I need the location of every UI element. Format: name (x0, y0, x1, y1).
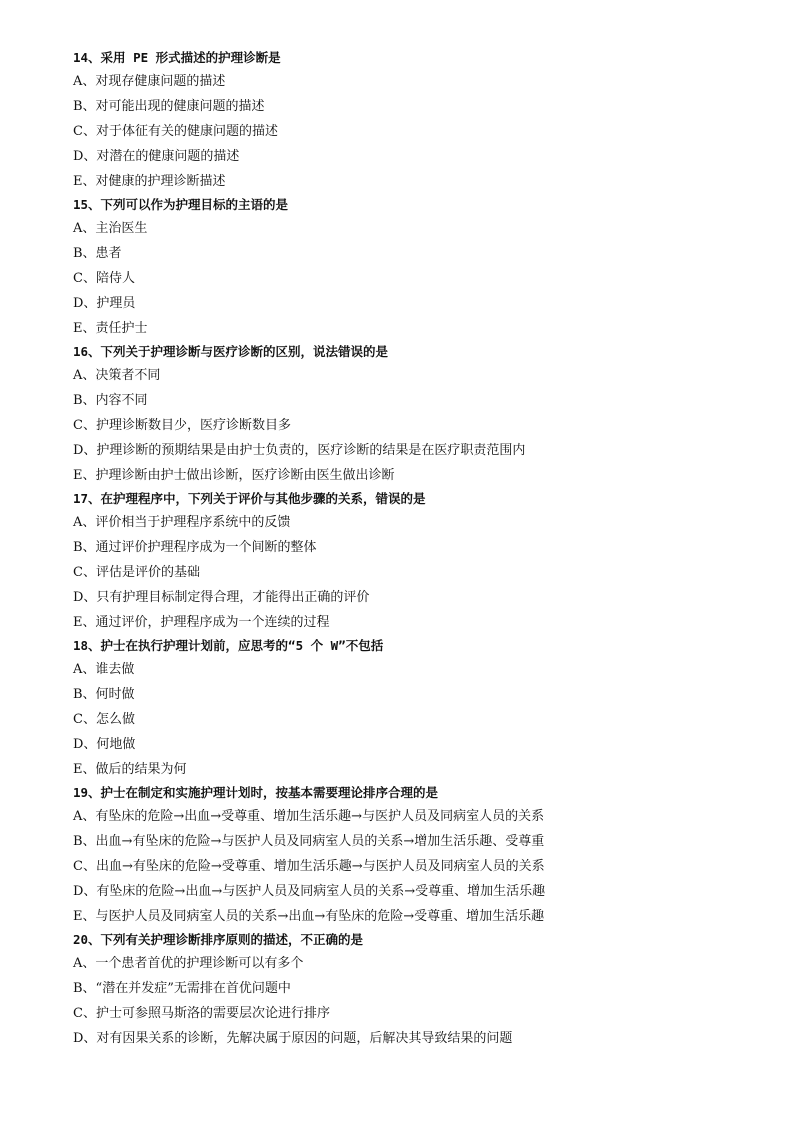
question-option: C、怎么做 (73, 712, 135, 727)
question-option: C、出血→有坠床的危险→受尊重、增加生活乐趣→与医护人员及同病室人员的关系 (73, 859, 545, 874)
question-option: E、护理诊断由护士做出诊断，医疗诊断由医生做出诊断 (73, 468, 395, 483)
question-option: E、责任护士 (73, 321, 148, 336)
question-option: D、护理诊断的预期结果是由护士负责的，医疗诊断的结果是在医疗职责范围内 (73, 443, 526, 458)
question-option: A、有坠床的危险→出血→受尊重、增加生活乐趣→与医护人员及同病室人员的关系 (73, 809, 545, 824)
question-option: C、陪侍人 (73, 271, 135, 286)
question-option: A、评价相当于护理程序系统中的反馈 (73, 515, 291, 530)
question-option: E、对健康的护理诊断描述 (73, 174, 226, 189)
question-option: A、对现存健康问题的描述 (73, 74, 226, 89)
question-option: E、与医护人员及同病室人员的关系→出血→有坠床的危险→受尊重、增加生活乐趣 (73, 909, 545, 924)
question-option: B、内容不同 (73, 393, 148, 408)
question-title: 15、下列可以作为护理目标的主语的是 (73, 197, 289, 212)
question-option: B、何时做 (73, 687, 135, 702)
question-option: E、通过评价，护理程序成为一个连续的过程 (73, 615, 330, 630)
question-option: E、做后的结果为何 (73, 762, 187, 777)
question-option: A、谁去做 (73, 662, 135, 677)
question-option: B、患者 (73, 246, 122, 261)
question-option: B、对可能出现的健康问题的描述 (73, 99, 265, 114)
question-option: D、对潜在的健康问题的描述 (73, 149, 240, 164)
question-option: B、“潜在并发症”无需排在首优问题中 (73, 981, 291, 996)
question-option: C、护士可参照马斯洛的需要层次论进行排序 (73, 1006, 330, 1021)
question-option: C、评估是评价的基础 (73, 565, 200, 580)
question-option: D、只有护理目标制定得合理，才能得出正确的评价 (73, 590, 370, 605)
question-option: A、决策者不同 (73, 368, 161, 383)
question-option: D、护理员 (73, 296, 136, 311)
question-title: 16、下列关于护理诊断与医疗诊断的区别，说法错误的是 (73, 344, 389, 359)
question-option: C、护理诊断数目少，医疗诊断数目多 (73, 418, 291, 433)
question-title: 20、下列有关护理诊断排序原则的描述，不正确的是 (73, 932, 364, 947)
question-title: 17、在护理程序中，下列关于评价与其他步骤的关系，错误的是 (73, 491, 426, 506)
question-option: B、通过评价护理程序成为一个间断的整体 (73, 540, 317, 555)
question-option: D、有坠床的危险→出血→与医护人员及同病室人员的关系→受尊重、增加生活乐趣 (73, 884, 546, 899)
question-title: 18、护士在执行护理计划前，应思考的“5 个 W”不包括 (73, 638, 384, 653)
document-body (73, 47, 773, 1051)
question-title: 14、采用 PE 形式描述的护理诊断是 (73, 50, 281, 65)
question-option: A、主治医生 (73, 221, 148, 236)
question-option: A、一个患者首优的护理诊断可以有多个 (73, 956, 304, 971)
question-option: B、出血→有坠床的危险→与医护人员及同病室人员的关系→增加生活乐趣、受尊重 (73, 834, 545, 849)
question-option: C、对于体征有关的健康问题的描述 (73, 124, 278, 139)
question-title: 19、护士在制定和实施护理计划时，按基本需要理论排序合理的是 (73, 785, 439, 800)
question-option: D、何地做 (73, 737, 136, 752)
question-option: D、对有因果关系的诊断，先解决属于原因的问题，后解决其导致结果的问题 (73, 1031, 513, 1046)
